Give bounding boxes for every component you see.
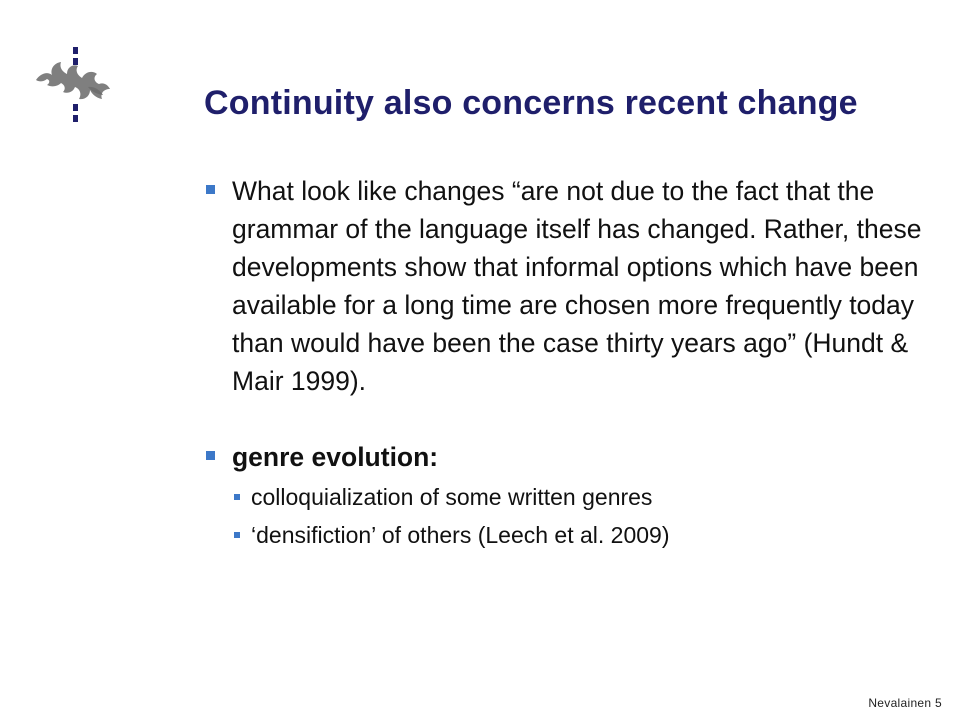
bullet-list — [200, 172, 930, 554]
sub-bullet-list — [232, 478, 930, 554]
bullet-item-quote — [200, 172, 930, 400]
square-bullet-icon — [234, 494, 240, 500]
university-flame-logo-icon — [30, 42, 120, 128]
bullet-text: What look like changes “are not due to the fact that the grammar of the language itself has changed. Rather, these developments show that informal options which have been available for a long time are chosen more frequently today than would have been the case thirty years ago” (Hundt & Mair 1999). — [232, 176, 922, 396]
bullet-item-genre-evolution — [200, 438, 930, 554]
square-bullet-icon — [234, 532, 240, 538]
sub-bullet-item — [232, 478, 930, 516]
sub-bullet-text: ‘densifiction’ of others (Leech et al. 2009) — [251, 522, 670, 548]
square-bullet-icon — [206, 185, 215, 194]
slide-footer: Nevalainen 5 — [868, 696, 942, 710]
sub-bullet-item — [232, 516, 930, 554]
square-bullet-icon — [206, 451, 215, 460]
sub-bullet-text: colloquialization of some written genres — [251, 484, 653, 510]
slide-title: Continuity also concerns recent change — [204, 84, 858, 122]
bullet-text: genre evolution: — [232, 442, 439, 472]
